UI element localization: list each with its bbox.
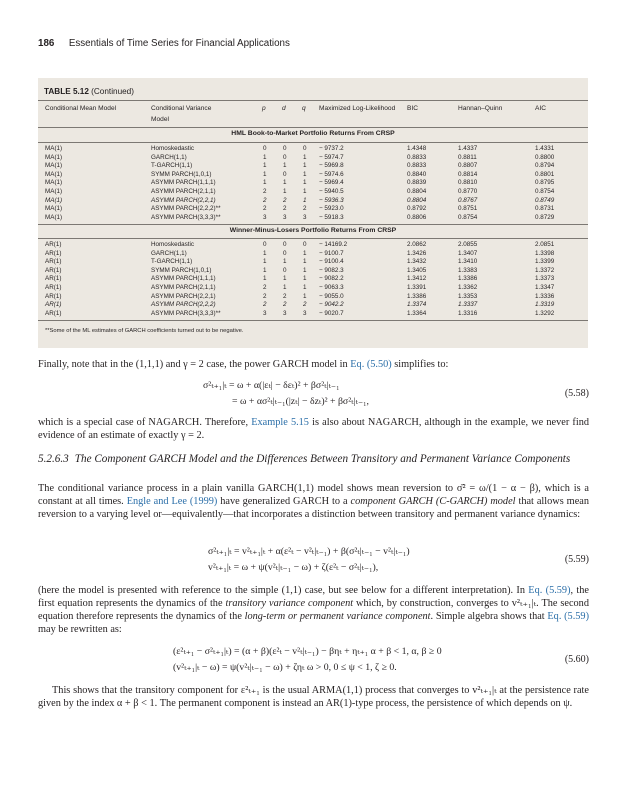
d-cell: 1	[283, 284, 287, 291]
mean-model-cell: MA(1)	[45, 170, 63, 178]
q-cell: 1	[303, 170, 307, 178]
p-cell: 2	[263, 284, 267, 291]
hq-cell: 2.0855	[458, 241, 478, 248]
header-d: d	[282, 105, 286, 112]
section-title-wml: Winner-Minus-Losers Portfolio Returns From CRSP	[229, 227, 397, 234]
paragraph-power-garch	[38, 358, 589, 371]
d-cell: 0	[283, 241, 287, 248]
d-cell: 1	[283, 275, 287, 283]
mean-model-cell: AR(1)	[45, 309, 62, 317]
section-title: The Component GARCH Model and the Differences Between Transitory and Permanent Variance Components	[74, 453, 571, 465]
aic-cell: 0.8754	[535, 188, 555, 195]
header-mean-model: Conditional Mean Model	[45, 105, 117, 112]
loglik-cell: − 5918.3	[319, 213, 344, 221]
para3-emphasis: component GARCH (C-GARCH) model	[350, 496, 516, 507]
table-5-12	[38, 78, 588, 348]
mean-model-cell: AR(1)	[45, 301, 62, 309]
p-cell: 1	[263, 179, 267, 187]
eq-5-59-line-1: σ²ₜ₊₁|ₜ = v²ₜ₊₁|ₜ + α(ε²ₜ − v²ₜ|ₜ₋₁) + β(σ²ₜ|ₜ₋₁ − v²ₜ|ₜ₋₁)	[208, 546, 410, 557]
table-top-rule	[38, 100, 588, 101]
table-row	[38, 301, 588, 310]
mean-model-cell: AR(1)	[45, 266, 62, 274]
header-hq: Hannan–Quinn	[458, 105, 503, 112]
p-cell: 1	[263, 170, 267, 178]
paragraph-nagarch	[38, 416, 589, 442]
mean-model-cell: AR(1)	[45, 284, 62, 291]
bic-cell: 0.8833	[407, 162, 427, 170]
book-title: Essentials of Time Series for Financial Applications	[68, 38, 290, 49]
p-cell: 1	[263, 153, 267, 161]
loglik-cell: − 5936.3	[319, 196, 344, 204]
table-row	[38, 310, 588, 319]
variance-model-cell: GARCH(1,1)	[151, 153, 187, 161]
hq-cell: 1.3386	[458, 275, 478, 283]
aic-cell: 0.8749	[535, 196, 555, 204]
table-row	[38, 241, 588, 250]
p-cell: 0	[263, 241, 267, 248]
loglik-cell: − 9055.0	[319, 292, 344, 300]
table-row	[38, 284, 588, 293]
bic-cell: 1.3412	[407, 275, 427, 283]
table-row	[38, 179, 588, 188]
hq-cell: 0.8810	[458, 179, 478, 187]
eq-5-58-line-1: σ²ₜ₊₁|ₜ = ω + α(|εₜ| − δεₜ)² + βσ²ₜ|ₜ₋₁	[203, 380, 340, 391]
aic-cell: 1.3292	[535, 309, 555, 317]
para1-text-a: Finally, note that in the (1,1,1) and γ = 2 case, the power GARCH model in	[38, 359, 351, 370]
mean-model-cell: MA(1)	[45, 196, 63, 204]
header-p: p	[262, 105, 266, 112]
bic-cell: 2.0862	[407, 241, 427, 248]
p-cell: 1	[263, 266, 267, 274]
bic-cell: 0.8792	[407, 205, 427, 213]
p-cell: 0	[263, 145, 267, 152]
d-cell: 2	[283, 301, 287, 309]
bic-cell: 0.8839	[407, 179, 427, 187]
variance-model-cell: SYMM PARCH(1,0,1)	[151, 266, 212, 274]
eq-5-59-line-2: v²ₜ₊₁|ₜ = ω + ψ(v²ₜ|ₜ₋₁ − ω) + ζ(ε²ₜ − σ²ₜ|ₜ₋₁),	[208, 562, 379, 573]
eq-5-58-line-2: = ω + ασ²ₜ|ₜ₋₁(|zₜ| − δzₜ)² + βσ²ₜ|ₜ₋₁,	[232, 396, 369, 407]
variance-model-cell: T-GARCH(1,1)	[151, 258, 193, 266]
para3-text-a: The conditional variance process in a plain vanilla GARCH(1,1) model shows mean reversion to σ̄² = ω/(1 − α − β), which is a constant at all times.	[38, 483, 589, 507]
d-cell: 0	[283, 145, 287, 152]
p-cell: 3	[263, 213, 267, 221]
loglik-cell: − 9020.7	[319, 309, 344, 317]
para4-emphasis-b: long-term or permanent variance component	[244, 611, 431, 622]
mean-model-cell: MA(1)	[45, 188, 63, 195]
bic-cell: 1.4348	[407, 145, 427, 152]
eq-5-58-number: (5.58)	[564, 388, 589, 399]
table-footnote: **Some of the ML estimates of GARCH coefficients turned out to be negative.	[45, 328, 244, 334]
hq-cell: 0.8754	[458, 213, 478, 221]
loglik-cell: − 5969.8	[319, 162, 344, 170]
d-cell: 3	[283, 309, 287, 317]
paragraph-component-garch	[38, 482, 589, 521]
table-caption	[44, 87, 134, 96]
para2-text-a: which is a special case of NAGARCH. Therefore,	[38, 417, 252, 428]
aic-cell: 1.3372	[535, 266, 555, 274]
eq-5-59-number: (5.59)	[564, 554, 589, 565]
header-aic: AIC	[535, 105, 546, 112]
aic-cell: 1.3336	[535, 292, 555, 300]
bic-cell: 0.8804	[407, 196, 427, 204]
table-label: TABLE 5.12	[44, 87, 89, 96]
d-cell: 0	[283, 266, 287, 274]
mean-model-cell: MA(1)	[45, 145, 63, 152]
loglik-cell: − 9042.2	[319, 301, 344, 309]
table-row	[38, 214, 588, 223]
loglik-cell: − 9063.3	[319, 284, 344, 291]
d-cell: 1	[283, 179, 287, 187]
q-cell: 1	[303, 179, 307, 187]
hq-cell: 1.3353	[458, 292, 478, 300]
header-q: q	[302, 105, 306, 112]
variance-model-cell: T-GARCH(1,1)	[151, 162, 193, 170]
mean-model-cell: AR(1)	[45, 249, 62, 257]
aic-cell: 1.4331	[535, 145, 555, 152]
bic-cell: 0.8840	[407, 170, 427, 178]
aic-cell: 1.3373	[535, 275, 555, 283]
hq-cell: 0.8814	[458, 170, 478, 178]
hq-cell: 1.3407	[458, 249, 478, 257]
para4-emphasis-a: transitory variance component	[225, 598, 354, 609]
q-cell: 0	[303, 241, 307, 248]
loglik-cell: − 9100.7	[319, 249, 344, 257]
aic-cell: 0.8795	[535, 179, 555, 187]
mean-model-cell: MA(1)	[45, 179, 63, 187]
aic-cell: 0.8800	[535, 153, 555, 161]
q-cell: 1	[303, 249, 307, 257]
d-cell: 2	[283, 196, 287, 204]
para2-text-b: is also about NAGARCH, although in the example, we never find evidence of an estimate of exactly γ = 2.	[38, 417, 590, 441]
variance-model-cell: ASYMM PARCH(2,2,2)**	[151, 205, 221, 213]
link-eq-5-59-a[interactable]: Eq. (5.59)	[528, 585, 571, 596]
aic-cell: 1.3347	[535, 284, 555, 291]
hq-cell: 0.8811	[458, 153, 477, 161]
table-row	[38, 205, 588, 214]
aic-cell: 1.3399	[535, 258, 555, 266]
loglik-cell: − 5969.4	[319, 179, 344, 187]
eq-5-60-line-1: (ε²ₜ₊₁ − σ²ₜ₊₁|ₜ) = (α + β)(ε²ₜ − v²ₜ|ₜ₋₁) − βηₜ + ηₜ₊₁ α + β < 1, α, β ≥ 0	[173, 646, 442, 657]
p-cell: 2	[263, 301, 267, 309]
paragraph-interpretation	[38, 584, 589, 636]
loglik-cell: − 9100.4	[319, 258, 344, 266]
p-cell: 3	[263, 309, 267, 317]
table-row	[38, 258, 588, 267]
header-bic: BIC	[407, 105, 418, 112]
q-cell: 1	[303, 258, 307, 266]
table-row	[38, 197, 588, 206]
hq-cell: 1.3337	[458, 301, 478, 309]
hq-cell: 1.4337	[458, 145, 478, 152]
bic-cell: 1.3426	[407, 249, 427, 257]
section-rule-wml	[38, 238, 588, 239]
variance-model-cell: SYMM PARCH(1,0,1)	[151, 170, 212, 178]
q-cell: 3	[303, 309, 307, 317]
q-cell: 1	[303, 266, 307, 274]
section-rule-hml	[38, 142, 588, 143]
bic-cell: 1.3391	[407, 284, 427, 291]
loglik-cell: − 9082.2	[319, 275, 344, 283]
p-cell: 1	[263, 258, 267, 266]
variance-model-cell: Homoskedastic	[151, 241, 195, 248]
table-row	[38, 293, 588, 302]
para1-text-b: simplifies to:	[391, 359, 449, 370]
para3-text-c: that allows mean reversion to a varying level or—equivalently—that incorporates a distinction between transitory and permanent variance dynamics:	[38, 496, 589, 520]
mean-model-cell: AR(1)	[45, 292, 62, 300]
table-row	[38, 162, 588, 171]
mean-model-cell: MA(1)	[45, 153, 63, 161]
q-cell: 2	[303, 205, 307, 213]
aic-cell: 0.8794	[535, 162, 555, 170]
para4-text-c: which, by construction, converges to v²ₜ₊₁|ₜ. The second equation therefore represents the dynamics of the	[38, 598, 589, 622]
q-cell: 1	[303, 292, 307, 300]
d-cell: 2	[283, 292, 287, 300]
d-cell: 3	[283, 213, 287, 221]
loglik-cell: − 14169.2	[319, 241, 348, 248]
para3-text-b: have generalized GARCH to a	[217, 496, 351, 507]
q-cell: 1	[303, 153, 307, 161]
link-engle-lee-1999[interactable]: Engle and Lee (1999)	[126, 496, 218, 507]
para4-text-e: may be rewritten as:	[38, 624, 122, 635]
variance-model-cell: ASYMM PARCH(3,3,3)**	[151, 309, 221, 317]
bic-cell: 0.8833	[407, 153, 427, 161]
bic-cell: 1.3405	[407, 266, 427, 274]
p-cell: 1	[263, 162, 267, 170]
aic-cell: 2.0851	[535, 241, 555, 248]
loglik-cell: − 9082.3	[319, 266, 344, 274]
q-cell: 1	[303, 284, 307, 291]
mean-model-cell: AR(1)	[45, 258, 62, 266]
loglik-cell: − 5940.5	[319, 188, 344, 195]
mean-model-cell: AR(1)	[45, 241, 62, 248]
p-cell: 2	[263, 205, 267, 213]
section-title-hml: HML Book-to-Market Portfolio Returns From CRSP	[231, 130, 395, 137]
header-variance-model: Conditional Variance Model	[151, 105, 212, 123]
bic-cell: 1.3374	[407, 301, 427, 309]
variance-model-cell: GARCH(1,1)	[151, 249, 187, 257]
header-rule	[38, 127, 588, 128]
q-cell: 3	[303, 213, 307, 221]
p-cell: 2	[263, 188, 267, 195]
hq-cell: 1.3316	[458, 309, 478, 317]
mean-model-cell: MA(1)	[45, 205, 63, 213]
d-cell: 1	[283, 162, 287, 170]
page-number: 186	[38, 38, 55, 49]
running-head	[38, 38, 290, 49]
variance-model-cell: ASYMM PARCH(2,1,1)	[151, 188, 216, 195]
variance-model-cell: ASYMM PARCH(3,3,3)**	[151, 213, 221, 221]
variance-model-cell: ASYMM PARCH(2,2,1)	[151, 292, 216, 300]
variance-model-cell: ASYMM PARCH(2,2,2)	[151, 301, 216, 309]
loglik-cell: − 9737.2	[319, 145, 344, 152]
bic-cell: 0.8804	[407, 188, 427, 195]
para4-text-b: , the first equation represents the dynamics of the	[38, 585, 589, 609]
d-cell: 1	[283, 258, 287, 266]
variance-model-cell: ASYMM PARCH(1,1,1)	[151, 275, 216, 283]
link-eq-5-50[interactable]: Eq. (5.50)	[350, 359, 392, 370]
variance-model-cell: ASYMM PARCH(2,1,1)	[151, 284, 216, 291]
d-cell: 0	[283, 153, 287, 161]
hq-cell: 0.8751	[458, 205, 478, 213]
aic-cell: 0.8731	[535, 205, 555, 213]
table-bottom-rule	[38, 320, 588, 321]
table-row	[38, 154, 588, 163]
q-cell: 1	[303, 162, 307, 170]
section-heading	[38, 452, 589, 466]
d-cell: 1	[283, 188, 287, 195]
loglik-cell: − 5923.0	[319, 205, 344, 213]
p-cell: 2	[263, 196, 267, 204]
para4-text-d: . Simple algebra shows that	[430, 611, 548, 622]
bic-cell: 1.3364	[407, 309, 427, 317]
aic-cell: 0.8801	[535, 170, 555, 178]
d-cell: 0	[283, 170, 287, 178]
mean-model-cell: AR(1)	[45, 275, 62, 283]
q-cell: 0	[303, 145, 307, 152]
hq-cell: 0.8807	[458, 162, 478, 170]
bic-cell: 1.3386	[407, 292, 427, 300]
p-cell: 2	[263, 292, 267, 300]
para4-text-a: (here the model is presented with reference to the simple (1,1) case, but see below for a different interpretation). In	[38, 585, 529, 596]
table-row	[38, 275, 588, 284]
header-loglik: Maximized Log-Likelihood	[319, 105, 396, 112]
aic-cell: 1.3398	[535, 249, 555, 257]
section-number: 5.2.6.3	[38, 453, 69, 465]
mean-model-cell: MA(1)	[45, 213, 63, 221]
hq-cell: 1.3362	[458, 284, 478, 291]
loglik-cell: − 5974.6	[319, 170, 344, 178]
table-caption-note: (Continued)	[91, 87, 134, 96]
hq-cell: 1.3410	[458, 258, 478, 266]
q-cell: 2	[303, 301, 307, 309]
hq-cell: 1.3383	[458, 266, 478, 274]
table-row	[38, 250, 588, 259]
variance-model-cell: ASYMM PARCH(1,1,1)	[151, 179, 216, 187]
p-cell: 1	[263, 275, 267, 283]
aic-cell: 0.8729	[535, 213, 555, 221]
q-cell: 1	[303, 275, 307, 283]
eq-5-60-number: (5.60)	[564, 654, 589, 665]
bic-cell: 0.8806	[407, 213, 427, 221]
section-top-rule-wml	[38, 224, 588, 225]
table-row	[38, 267, 588, 276]
aic-cell: 1.3319	[535, 301, 555, 309]
link-example-5-15[interactable]: Example 5.15	[251, 417, 309, 428]
link-eq-5-59-b[interactable]: Eq. (5.59)	[547, 611, 590, 622]
d-cell: 2	[283, 205, 287, 213]
mean-model-cell: MA(1)	[45, 162, 63, 170]
q-cell: 1	[303, 188, 307, 195]
table-row	[38, 171, 588, 180]
hq-cell: 0.8770	[458, 188, 478, 195]
bic-cell: 1.3432	[407, 258, 427, 266]
paragraph-transitory-permanent: This shows that the transitory component for ε²ₜ₊₁ is the usual ARMA(1,1) process that converges to v²ₜ₊₁|ₜ at the persistence rate given by the index α + β < 1. The permanent component is instead an AR(1)-type process, the persistence of which depends on ψ.	[38, 685, 589, 709]
table-row	[38, 188, 588, 197]
d-cell: 0	[283, 249, 287, 257]
loglik-cell: − 5974.7	[319, 153, 344, 161]
variance-model-cell: ASYMM PARCH(2,2,1)	[151, 196, 216, 204]
eq-5-60-line-2: (v²ₜ₊₁|ₜ − ω) = ψ(v²ₜ|ₜ₋₁ − ω) + ζηₜ ω > 0, 0 ≤ ψ < 1, ζ ≥ 0.	[173, 662, 397, 673]
table-row	[38, 145, 588, 154]
hq-cell: 0.8767	[458, 196, 478, 204]
variance-model-cell: Homoskedastic	[151, 145, 195, 152]
q-cell: 1	[303, 196, 307, 204]
p-cell: 1	[263, 249, 267, 257]
